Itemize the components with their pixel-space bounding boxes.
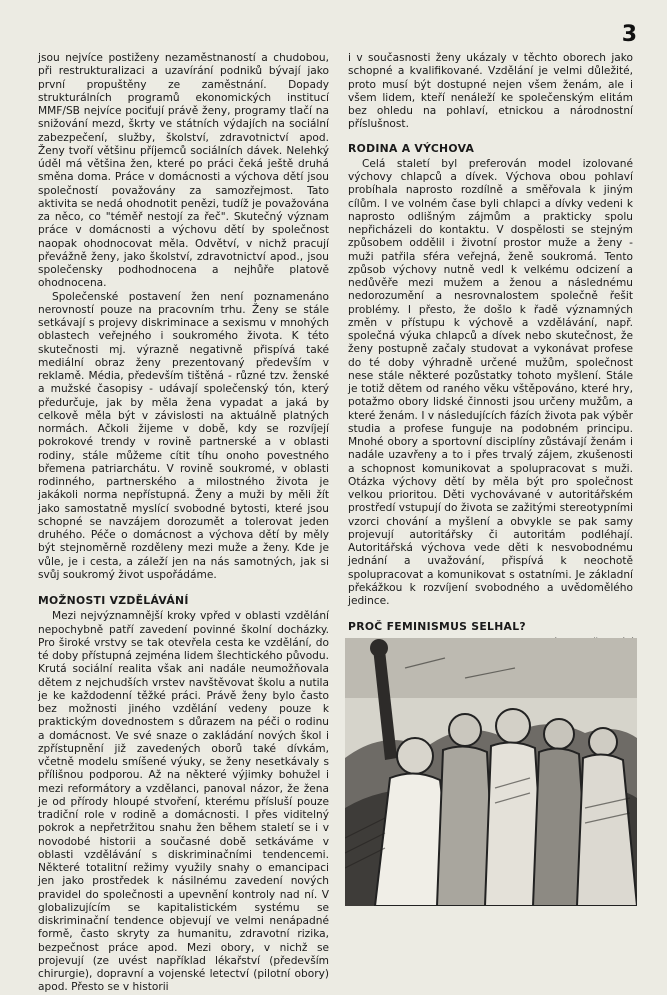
left-column — [38, 52, 329, 995]
page-number: 3 — [621, 22, 637, 47]
section-heading: RODINA A VÝCHOVA — [348, 141, 475, 155]
paragraph: Celá staletí byl preferován model izolované výchovy chlapců a dívek. Výchova obou pohlaví probíhala naprosto rozdílně a směřovala k jiným cílům. I ve volném čase byli chlapci a dívky vedeni k naprosto odlišným zájmům a prakticky spolu nepřicházeli do kontaktu. V dospělosti se stejným způsobem oddělil i životní prostor muže a ženy - muži patřila sféra veřejná, ženě soukromá. Tento způsob výchovy nutně vedl k velkému odcizení a nedůvěře mezi mužem a ženou a následnému nedorozumění a nesrovnalostem společně řešit problémy. I přesto, že došlo k řadě významných změn v přístupu k výchově a vzdělávání, např. společná výuka chlapců a dívek nebo skutečnost, že ženy postupně začaly studovat a vykonávat profese do té doby výhradně určené mužům, společnost nese stále některé pozůstatky tohoto myšlení. Stále je totiž dětem od raného věku vštěpováno, které hry, potažmo obory lidské činnosti jsou určeny mužům, a které ženám. I v následujících fázích života pak výběr studia a profese funguje na podobném principu. Mnohé obory a sportovní disciplíny zůstávají ženám i nadále uzavřeny a to i přes trvalý zájem, zkušenosti a schopnost komunikovat a spolupracovat s muži. Otázka výchovy dětí by měla být pro společnost velkou prioritou. Děti vychovávané v autoritářském prostředí vstupují do života se zažitými stereotypními vzorci chování a myšlení a obvykle se pak samy projevují autoritářsky či autoritám podléhají. Autoritářská výchova vede děti k nesvobodnému jednání a uvažování, přispívá k neochotě spolupracovat a komunikovat s ostatními. Je základní překážkou k rozvíjení svobodného a uvědomělého jedince. — [348, 157, 633, 607]
illustration-women-march — [345, 638, 637, 906]
paragraph: i v současnosti ženy ukázaly v těchto oborech jako schopné a kvalifikované. Vzdělání je velmi důležité, proto musí být dostupné nejen všem ženám, ale i všem lidem, kteří nenáleží ke společenským elitám bez ohledu na pohlaví, etnickou a národnostní příslušnost. — [348, 52, 633, 131]
paragraph: Společenské postavení žen není poznamenáno nerovností pouze na pracovním trhu. Ženy se stále setkávají s projevy diskriminace a sexismu v mnohých oblastech veřejného i soukromého života. K této skutečnosti mj. výrazně negativně přispívá také mediální obraz ženy prezentovaný především v reklamě. Média, především tištěná - různé tzv. ženské a mužské časopisy - udávají společenský tón, který předurčuje, jak by měla žena vypadat a jaká by celkově měla být v závislosti na aktuálně platných normách. Ačkoli žijeme v době, kdy se rozvíjejí pokrokové trendy v rovině partnerské a v oblasti rodiny, stále můžeme cítit tíhu onoho povestného břemena patriarchátu. V rovině soukromé, v oblasti rodinného, partnerského a milostného života je jakákoli norma nepřístupná. Ženy a muži by měli žít jako samostatně myslící svobodné bytosti, které jsou schopné se navzájem dorozumět a tolerovat jeden druhého. Péče o domácnost a výchova dětí by měly být stejnoměrně rozděleny mezi muže a ženy. Kde je vůle, je i cesta, a záleží jen na nás samotných, jak si svůj soukromý život uspořádáme. — [38, 290, 329, 581]
paragraph: Mezi nejvýznamnější kroky vpřed v oblasti vzdělání nepochybně patří zavedení povinné školní docházky. Pro široké vrstvy se tak otevřela cesta ke vzdělání, do té doby přístupná zejména lidem šlechtického původu. Krutá sociální realita však ani nadále neumožňovala dětem z nejchudších vrstev navštěvovat školu a nutila je ke každodenní těžké práci. Právě ženy bylo často bez možnosti jiného vzdělání vedeny pouze k praktickým dovednostem s důrazem na péči o rodinu a domácnost. Ve své snaze o zakládání nových škol i zpřístupnění již zavedených oborů také dívkám, včetně modelu smíšené výuky, se ženy nesetkávaly s přílišnou podporou. Až na některé výjimky bohužel i mezi reformátory a vzdělanci, panoval názor, že žena je od přírody hloupé stvoření, kterému přísluší pouze tradiční role v rodině a domácnosti. I přes viditelný pokrok a nepřetržitou snahu žen během staletí se i v novodobé historii a současné době setkáváme v oblasti vzdělávání s diskriminačními tendencemi. Některé totalitní režimy využily snahy o emancipaci jen jako prostředek k násilnému zavedení nových pravidel do společnosti a upevnění kontroly nad ní. V globalizujícím se kapitalistickém systému se diskriminační tendence objevují ve velmi nenápadné formě, často skryty za humanitu, zdravotní rizika, bezpečnost práce apod. Mezi obory, v nichž se projevují (ze uvést například lékařství (především chirurgie), dopravní a vojenské letectví (pilotní obory) apod. Přesto se v historii — [38, 610, 329, 994]
paragraph: jsou nejvíce postiženy nezaměstnaností a chudobou, při restrukturalizaci a uzavírání podniků bývají jako první propuštěny ze zaměstnání. Dopady strukturálních programů ekonomických institucí MMF/SB nejvíce pociťují právě ženy, programy tlačí na snižování mezd, škrty ve státních výdajích na sociální zabezpečení, služby, školství, zdravotnictví apod. Ženy tvoří většinu příjemců sociálních dávek. Nelehký úděl má většina žen, které po práci čeká ještě druhá směna doma. Práce v domácnosti a výchova dětí jsou společností považovány za samozřejmost. Tato aktivita se nedá ohodnotit penězi, tudíž je považována za něco, co "téměř nestojí za řeč". Skutečný význam práce v domácnosti a výchovu dětí by společnost naopak ohodnocovat měla. Odvětví, v nichž pracují převážně ženy, jako školství, zdravotnictví apod., jsou společensky podhodnocena a nejhůře platově ohodnocena. — [38, 52, 329, 290]
section-heading: PROČ FEMINISMUS SELHAL? — [348, 620, 526, 634]
section-heading: MOŽNOSTI VZDĚLÁVÁNÍ — [38, 594, 189, 607]
right-column — [348, 52, 633, 716]
illustration-drawing — [345, 638, 637, 906]
